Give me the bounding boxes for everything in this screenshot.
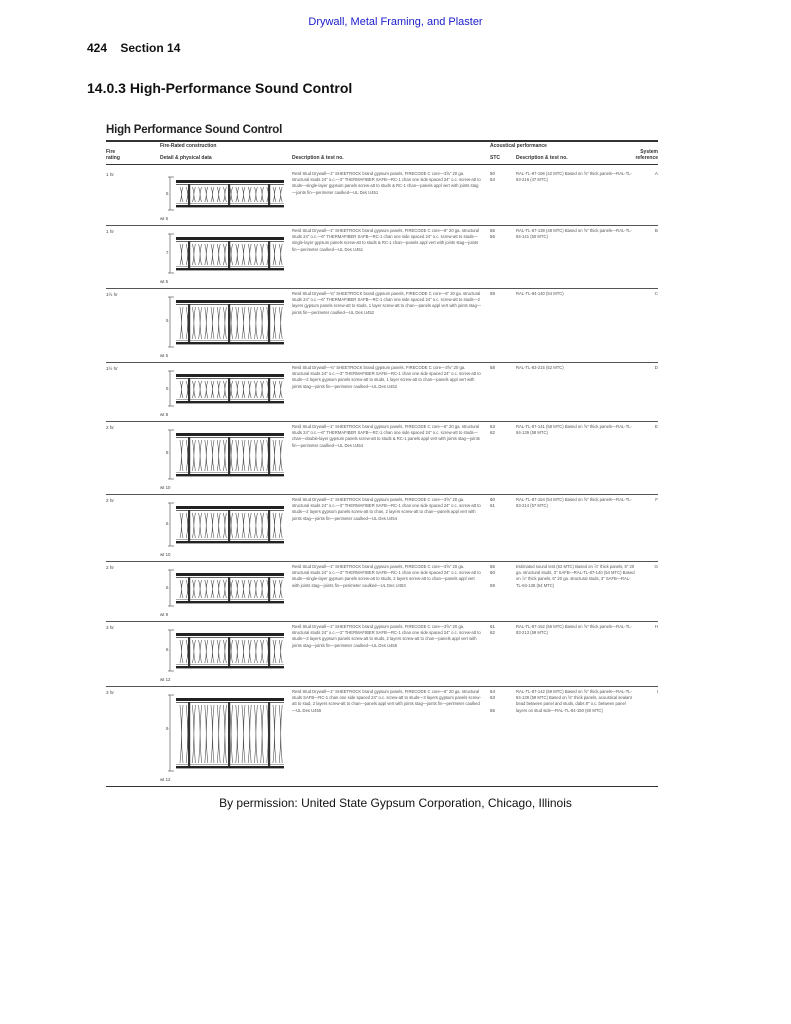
weight-label: wt 12 <box>160 777 171 782</box>
insulation-batt <box>273 513 276 538</box>
insulation-batt <box>261 580 264 598</box>
header-fire-rating: Fire rating <box>106 149 120 161</box>
header-system-reference: System reference <box>635 149 658 161</box>
description-cell: Resil Stud Drywall—1" SHEETROCK brand gypsum panels, FIRECODE C core—6" 20 ga. structural studs SAFB—RC-1 chan one side spaced 24" o.c. screw-att to studs—3 layers gypsum panels screw-att to stud, 2 layers screw-att to chan—panels appl vert with joints stag—joints fin—perimeter caulked—UL Des U455 <box>292 689 481 713</box>
metal-stud <box>188 577 190 601</box>
insulation-batt <box>192 244 195 265</box>
insulation-batt <box>180 244 183 265</box>
insulation-batt <box>261 307 264 339</box>
header-fire-group: Fire-Rated construction <box>160 143 217 149</box>
insulation-batt <box>273 381 276 398</box>
insulation-batt <box>211 381 214 398</box>
insulation-batt <box>217 381 220 398</box>
insulation-batt <box>205 307 208 339</box>
insulation-batt <box>279 440 282 471</box>
insulation-batt <box>180 513 183 538</box>
insulation-batt <box>205 381 208 398</box>
insulation-batt <box>236 244 239 265</box>
insulation-batt <box>261 381 264 398</box>
gypsum-panel-top <box>176 237 284 240</box>
insulation-batt <box>223 580 226 598</box>
insulation-batt <box>242 187 245 202</box>
table-bottom-rule <box>106 786 658 787</box>
metal-stud <box>188 241 190 268</box>
wall-section-detail-drawing <box>168 500 286 549</box>
description-cell: Resil Stud Drywall—1" SHEETROCK brand gypsum panels, FIRECODE C core—3⅝" 20 ga. structural studs 24" o.c.—3" THERMAFIBER SAFB—RC-1 chan one side spaced 24" o.c. screw-att to studs—single-layer gypsum panels screw-att to studs, 2 layers screw-att to chan—panels appl vert with joints stag—joints fin—perimeter caulked—UL Des U453 <box>292 564 481 588</box>
weight-label: wt 5 <box>160 353 169 358</box>
metal-stud <box>268 577 270 601</box>
gypsum-panel-top <box>176 433 284 436</box>
metal-stud <box>188 437 190 474</box>
running-header-link[interactable]: Drywall, Metal Framing, and Plaster <box>308 16 483 28</box>
metal-stud <box>188 378 190 401</box>
insulation-batt <box>205 705 208 763</box>
row-separator <box>106 494 658 495</box>
stc-value: 60 <box>490 570 495 576</box>
table-row <box>106 421 658 494</box>
section-label: Section 14 <box>120 41 181 55</box>
insulation-batt <box>279 640 282 663</box>
table-row <box>106 561 658 621</box>
insulation-batt <box>192 705 195 763</box>
system-reference-cell: I <box>656 689 658 694</box>
metal-stud <box>268 437 270 474</box>
insulation-batt <box>180 440 183 471</box>
system-reference-cell: D <box>654 365 658 370</box>
gypsum-panel-top <box>176 300 284 303</box>
stc-cell <box>490 497 512 509</box>
sound-control-table <box>106 124 658 786</box>
gypsum-panel-top <box>176 506 284 509</box>
insulation-batt <box>248 307 251 339</box>
insulation-batt <box>211 307 214 339</box>
fire-rating-cell: 2 hr <box>106 498 114 503</box>
table-row <box>106 686 658 786</box>
insulation-batt <box>211 244 214 265</box>
insulation-batt <box>192 580 195 598</box>
insulation-batt <box>254 307 257 339</box>
stc-value: 54 <box>490 177 495 183</box>
insulation-batt <box>205 513 208 538</box>
metal-stud <box>188 702 190 766</box>
insulation-batt <box>273 187 276 202</box>
insulation-batt <box>279 513 282 538</box>
description-cell: Resil Stud Drywall—1" SHEETROCK brand gypsum panels, FIRECODE C core—3⅝" 20 ga. structural studs 24" o.c.—3" THERMAFIBER SAFB—RC-1 chan one side spaced 24" o.c. screw-att to studs—2 layers gypsum panels screw-att to chan, 2 layers screw-att to chan—panels appl vert with joints stag—joints fin—perimeter caulked—UL Des U454 <box>292 497 481 521</box>
insulation-batt <box>236 580 239 598</box>
insulation-batt <box>211 580 214 598</box>
stc-value: 65 <box>490 707 495 713</box>
wall-section-detail-drawing <box>168 567 286 609</box>
insulation-batt <box>217 640 220 663</box>
insulation-batt <box>217 440 220 471</box>
insulation-batt <box>192 187 195 202</box>
metal-stud <box>268 378 270 401</box>
weight-label: wt 8 <box>160 412 169 417</box>
metal-stud <box>268 241 270 268</box>
table-row <box>106 494 658 561</box>
gypsum-panel-top <box>176 698 284 701</box>
insulation-batt <box>205 187 208 202</box>
fire-rating-cell: 1½ hr <box>106 292 118 297</box>
gypsum-panel-top <box>176 374 284 377</box>
header-detail: Detail & physical data <box>160 155 212 161</box>
insulation-batt <box>248 187 251 202</box>
wall-section-detail-drawing <box>168 294 286 350</box>
insulation-batt <box>223 381 226 398</box>
insulation-batt <box>273 640 276 663</box>
metal-stud <box>228 184 230 205</box>
fire-rating-cell: 3 hr <box>106 625 114 630</box>
insulation-batt <box>192 440 195 471</box>
metal-stud <box>228 241 230 268</box>
system-reference-cell: F <box>655 497 658 502</box>
stc-value: 61 <box>490 503 495 509</box>
insulation-batt <box>279 381 282 398</box>
insulation-batt <box>261 244 264 265</box>
insulation-batt <box>242 381 245 398</box>
gypsum-panel-bottom <box>176 666 284 668</box>
metal-stud <box>228 510 230 541</box>
system-reference-cell: C <box>654 291 658 296</box>
metal-stud <box>188 637 190 666</box>
weight-label: wt 12 <box>160 677 171 682</box>
wall-thickness-label: 8 <box>166 450 169 455</box>
insulation-batt <box>236 307 239 339</box>
wall-thickness-label: 5 <box>166 386 169 391</box>
stc-value: 61 <box>490 624 495 629</box>
permission-credit: By permission: United State Gypsum Corporation, Chicago, Illinois <box>219 796 572 810</box>
insulation-batt <box>180 640 183 663</box>
acoustical-description-cell: RAL-TL-87-156 (42 MTC) Based on ⅝" thick panels—RAL-TL-83-216 (47 MTC) <box>516 171 632 183</box>
acoustical-description-cell: RAL-TL-87-139 (48 MTC) Based on ⅝" thick panels—RAL-TL-84-141 (50 MTC) <box>516 228 632 240</box>
fire-rating-cell: 1 hr <box>106 229 114 234</box>
wall-section-detail-drawing <box>168 627 286 674</box>
gypsum-panel-top <box>176 573 284 576</box>
stc-cell <box>490 228 512 240</box>
metal-stud <box>228 637 230 666</box>
description-cell: Resil Stud Drywall—1" SHEETROCK brand gypsum panels, FIRECODE C core—6" 20 ga. structural studs 24" o.c.—6" THERMAFIBER SAFB—RC-1 chan one side spaced 24" o.c. screw-att to studs—chan—double-layer gypsum panels screw-att to studs & RC-1 panels appl vert with joints stag—joints fin—perimeter caulked—UL Des U454 <box>292 424 480 448</box>
stc-cell <box>490 624 512 636</box>
description-cell: Resil Stud Drywall—1" SHEETROCK brand gypsum panels, FIRECODE C core—6" 20 ga. structural studs 24" o.c.—6" THERMAFIBER SAFB—RC-1 chan one side spaced 24" o.c. screw-att to studs—single-layer gypsum panels screw-att to studs & RC-1 chan—panels appl vert with joints stag—joints fin—perimeter caulked—UL Des U451 <box>292 228 480 252</box>
wall-section-detail-drawing <box>168 692 286 774</box>
insulation-batt <box>211 440 214 471</box>
insulation-batt <box>254 705 257 763</box>
metal-stud <box>228 702 230 766</box>
description-cell: Resil Stud Drywall—1" SHEETROCK brand gypsum panels, FIRECODE C core—3⅝" 20 ga. structural studs 24" o.c.—3" THERMAFIBER SAFB—RC-1 chan one side spaced 24" o.c. screw-att to studs—single-layer gypsum panels screw-att to studs & RC-1 chan—panels appl vert with joints stag—joints fin—perimeter caulked—UL Des U451 <box>292 171 481 195</box>
weight-label: wt 6 <box>160 216 169 221</box>
insulation-batt <box>248 244 251 265</box>
insulation-batt <box>217 307 220 339</box>
stc-value: 58 <box>490 365 495 370</box>
insulation-batt <box>192 381 195 398</box>
table-top-rule <box>106 140 658 142</box>
insulation-batt <box>223 513 226 538</box>
insulation-batt <box>248 640 251 663</box>
metal-stud <box>268 184 270 205</box>
header-stc: STC <box>490 155 500 161</box>
insulation-batt <box>261 513 264 538</box>
description-cell: Resil Stud Drywall—¾" SHEETROCK brand gypsum panels, FIRECODE C core—3⅝" 20 ga. structural studs 24" o.c.—3" THERMAFIBER SAFB—RC-1 chan one side spaced 24" o.c. screw-att to studs—2 layers gypsum panels screw-att to studs, 1 layer screw-att to chan—panels appl vert with joints stag—joints fin—perimeter caulked—UL Des U452 <box>292 365 481 389</box>
insulation-batt <box>248 513 251 538</box>
insulation-batt <box>236 705 239 763</box>
insulation-batt <box>223 640 226 663</box>
stc-value: 60 <box>490 497 495 502</box>
insulation-batt <box>217 513 220 538</box>
stc-cell <box>490 291 512 297</box>
wall-section-detail-drawing <box>168 174 286 213</box>
gypsum-panel-top <box>176 633 284 636</box>
insulation-batt <box>261 440 264 471</box>
insulation-batt <box>199 705 202 763</box>
system-reference-cell: G <box>654 564 658 569</box>
row-separator <box>106 225 658 226</box>
insulation-batt <box>236 640 239 663</box>
stc-cell <box>490 564 512 589</box>
page-number-line <box>87 41 190 55</box>
weight-label: wt 10 <box>160 485 171 490</box>
wall-section-detail-drawing <box>168 231 286 276</box>
insulation-batt <box>242 307 245 339</box>
table-row <box>106 621 658 686</box>
stc-value: 59 <box>490 582 495 588</box>
fire-rating-cell: 1 hr <box>106 172 114 177</box>
insulation-batt <box>273 705 276 763</box>
insulation-batt <box>205 580 208 598</box>
header-acoustical-group: Acoustical performance <box>490 143 547 149</box>
insulation-batt <box>248 705 251 763</box>
insulation-batt <box>211 513 214 538</box>
insulation-batt <box>199 381 202 398</box>
insulation-batt <box>261 640 264 663</box>
insulation-batt <box>223 440 226 471</box>
header-bottom-rule <box>106 164 658 165</box>
insulation-batt <box>248 580 251 598</box>
insulation-batt <box>199 640 202 663</box>
insulation-batt <box>273 580 276 598</box>
insulation-batt <box>279 187 282 202</box>
stc-value: 63 <box>490 424 495 429</box>
gypsum-panel-bottom <box>176 342 284 344</box>
stc-value: 56 <box>490 234 495 240</box>
wall-thickness-label: 6 <box>166 521 169 526</box>
stc-cell <box>490 689 512 714</box>
row-separator <box>106 362 658 363</box>
metal-stud <box>228 378 230 401</box>
system-reference-cell: E <box>654 424 658 429</box>
header-description: Description & test no. <box>292 155 344 161</box>
insulation-batt <box>261 705 264 763</box>
insulation-batt <box>242 513 245 538</box>
description-cell: Resil Stud Drywall—¾" SHEETROCK brand gypsum panels, FIRECODE C core—6" 20 ga. structural studs 24" o.c.—6" THERMAFIBER SAFB—RC-1 chan one side spaced 24" o.c. screw-att to studs—2 layers gypsum panels screw-att to studs, 1 layer screw-att to chan—panels appl vert with joints stag—joints fin—perimeter caulked—UL Des U452 <box>292 291 481 315</box>
insulation-batt <box>192 513 195 538</box>
metal-stud <box>268 510 270 541</box>
wall-thickness-label: 5 <box>166 191 169 196</box>
insulation-batt <box>199 580 202 598</box>
system-reference-cell: A <box>654 171 658 176</box>
table-row <box>106 362 658 421</box>
acoustical-description-cell: RAL-TL-87-152 (56 MTC) Based on ⅝" thick panels—RAL-TL-83-213 (59 MTC) <box>516 624 632 636</box>
insulation-batt <box>236 187 239 202</box>
insulation-batt <box>236 440 239 471</box>
insulation-batt <box>205 440 208 471</box>
insulation-batt <box>199 307 202 339</box>
acoustical-description-cell: RAL-TL-87-154 (54 MTC) Based on ⅝" thick panels—RAL-TL-83-214 (57 MTC) <box>516 497 632 509</box>
insulation-batt <box>273 307 276 339</box>
insulation-batt <box>217 187 220 202</box>
wall-thickness-label: 6 <box>166 585 169 590</box>
insulation-batt <box>211 640 214 663</box>
insulation-batt <box>205 244 208 265</box>
insulation-batt <box>223 187 226 202</box>
metal-stud <box>188 184 190 205</box>
wall-thickness-label: 9 <box>166 726 169 731</box>
acoustical-description-cell: RAL-TL-87-142 (59 MTC) Based on ⅝" thick panels—RAL-TL-84-138 (59 MTC) Based on ⅝" thick panels, acoustical sealant bead between panel and studs, dabs 8" o.c. between panel layers on stud side—RAL-TL-84-150 (60 MTC) <box>516 689 632 713</box>
metal-stud <box>188 304 190 342</box>
gypsum-panel-bottom <box>176 541 284 543</box>
insulation-batt <box>279 307 282 339</box>
insulation-batt <box>180 187 183 202</box>
insulation-batt <box>254 381 257 398</box>
stc-value: 63 <box>490 695 495 701</box>
fire-rating-cell: 2 hr <box>106 565 114 570</box>
insulation-batt <box>199 244 202 265</box>
weight-label: wt 9 <box>160 612 169 617</box>
insulation-batt <box>248 381 251 398</box>
insulation-batt <box>279 580 282 598</box>
section-title: 14.0.3 High-Performance Sound Control <box>87 80 353 96</box>
insulation-batt <box>223 307 226 339</box>
metal-stud <box>188 510 190 541</box>
insulation-batt <box>192 307 195 339</box>
insulation-batt <box>279 705 282 763</box>
system-reference-cell: H <box>654 624 658 629</box>
acoustical-description-cell: RAL-TL-87-141 (58 MTC) Based on ⅝" thick panels—RAL-TL-84-139 (58 MTC) <box>516 424 632 436</box>
gypsum-panel-bottom <box>176 766 284 768</box>
insulation-batt <box>192 640 195 663</box>
metal-stud <box>268 702 270 766</box>
stc-cell <box>490 365 512 371</box>
insulation-batt <box>211 187 214 202</box>
weight-label: wt 5 <box>160 279 169 284</box>
insulation-batt <box>254 640 257 663</box>
insulation-batt <box>199 187 202 202</box>
insulation-batt <box>217 244 220 265</box>
insulation-batt <box>236 381 239 398</box>
insulation-batt <box>180 381 183 398</box>
insulation-batt <box>199 513 202 538</box>
insulation-batt <box>242 705 245 763</box>
gypsum-panel-bottom <box>176 474 284 476</box>
insulation-batt <box>273 244 276 265</box>
insulation-batt <box>254 440 257 471</box>
metal-stud <box>268 637 270 666</box>
gypsum-panel-bottom <box>176 205 284 207</box>
row-separator <box>106 288 658 289</box>
insulation-batt <box>279 244 282 265</box>
acoustical-description-cell: Estimated sound test (52 MTC) Based on ⅞" thick panels, 6" 20 ga. structural studs, 3" SAFB—RAL-TL-87-140 (54 MTC) Based on ⅞" thick panels, 6" 20 ga. structural studs, 3" SAFB—RAL-TL-84-138 (54 MTC) <box>516 564 635 588</box>
weight-label: wt 10 <box>160 552 171 557</box>
stc-value: 50 <box>490 171 495 176</box>
insulation-batt <box>254 244 257 265</box>
insulation-batt <box>242 244 245 265</box>
wall-thickness-label: 5 <box>166 318 169 323</box>
row-separator <box>106 561 658 562</box>
metal-stud <box>268 304 270 342</box>
gypsum-panel-bottom <box>176 401 284 403</box>
acoustical-description-cell: RAL-TL-84-140 (54 MTC) <box>516 291 564 296</box>
wall-section-detail-drawing <box>168 427 286 482</box>
stc-value: 62 <box>490 430 495 436</box>
row-separator <box>106 686 658 687</box>
stc-cell <box>490 171 512 183</box>
insulation-batt <box>242 580 245 598</box>
row-separator <box>106 621 658 622</box>
description-cell: Resil Stud Drywall—1" SHEETROCK brand gypsum panels, FIRECODE C core—3⅝" 20 ga. structural studs 24" o.c.—3" THERMAFIBER SAFB—RC-1 chan one side spaced 24" o.c. screw-att to studs—3 layers gypsum panels screw-att to studs, 2 layers screw-att to chan—panels appl vert with joints stag—joints fin—perimeter caulked—UL Des U455 <box>292 624 481 648</box>
table-title: High Performance Sound Control <box>106 124 283 136</box>
insulation-batt <box>217 705 220 763</box>
wall-thickness-label: 7 <box>166 250 169 255</box>
insulation-batt <box>273 440 276 471</box>
wall-thickness-label: 6 <box>166 647 169 652</box>
table-row <box>106 168 658 225</box>
fire-rating-cell: 1½ hr <box>106 366 118 371</box>
insulation-batt <box>254 187 257 202</box>
table-row <box>106 225 658 288</box>
insulation-batt <box>217 580 220 598</box>
gypsum-panel-top <box>176 180 284 183</box>
metal-stud <box>228 437 230 474</box>
insulation-batt <box>236 513 239 538</box>
metal-stud <box>228 577 230 601</box>
insulation-batt <box>205 640 208 663</box>
stc-value: 59 <box>490 291 495 296</box>
fire-rating-cell: 3 hr <box>106 690 114 695</box>
gypsum-panel-bottom <box>176 268 284 270</box>
table-row <box>106 288 658 362</box>
insulation-batt <box>180 705 183 763</box>
acoustical-description-cell: RAL-TL-83-215 (52 MTC) <box>516 365 564 370</box>
stc-cell <box>490 424 512 436</box>
insulation-batt <box>223 705 226 763</box>
insulation-batt <box>223 244 226 265</box>
header-acoustical-description: Description & test no. <box>516 155 568 161</box>
wall-section-detail-drawing <box>168 368 286 409</box>
insulation-batt <box>261 187 264 202</box>
stc-value: 64 <box>490 689 495 694</box>
insulation-batt <box>242 440 245 471</box>
insulation-batt <box>180 580 183 598</box>
page-number: 424 <box>87 41 108 55</box>
insulation-batt <box>211 705 214 763</box>
gypsum-panel-bottom <box>176 601 284 603</box>
insulation-batt <box>248 440 251 471</box>
insulation-batt <box>254 513 257 538</box>
insulation-batt <box>242 640 245 663</box>
stc-value: 56 <box>490 564 495 569</box>
insulation-batt <box>199 440 202 471</box>
insulation-batt <box>180 307 183 339</box>
stc-value: 62 <box>490 630 495 636</box>
row-separator <box>106 421 658 422</box>
stc-value: 56 <box>490 228 495 233</box>
insulation-batt <box>254 580 257 598</box>
metal-stud <box>228 304 230 342</box>
fire-rating-cell: 2 hr <box>106 425 114 430</box>
system-reference-cell: B <box>654 228 658 233</box>
